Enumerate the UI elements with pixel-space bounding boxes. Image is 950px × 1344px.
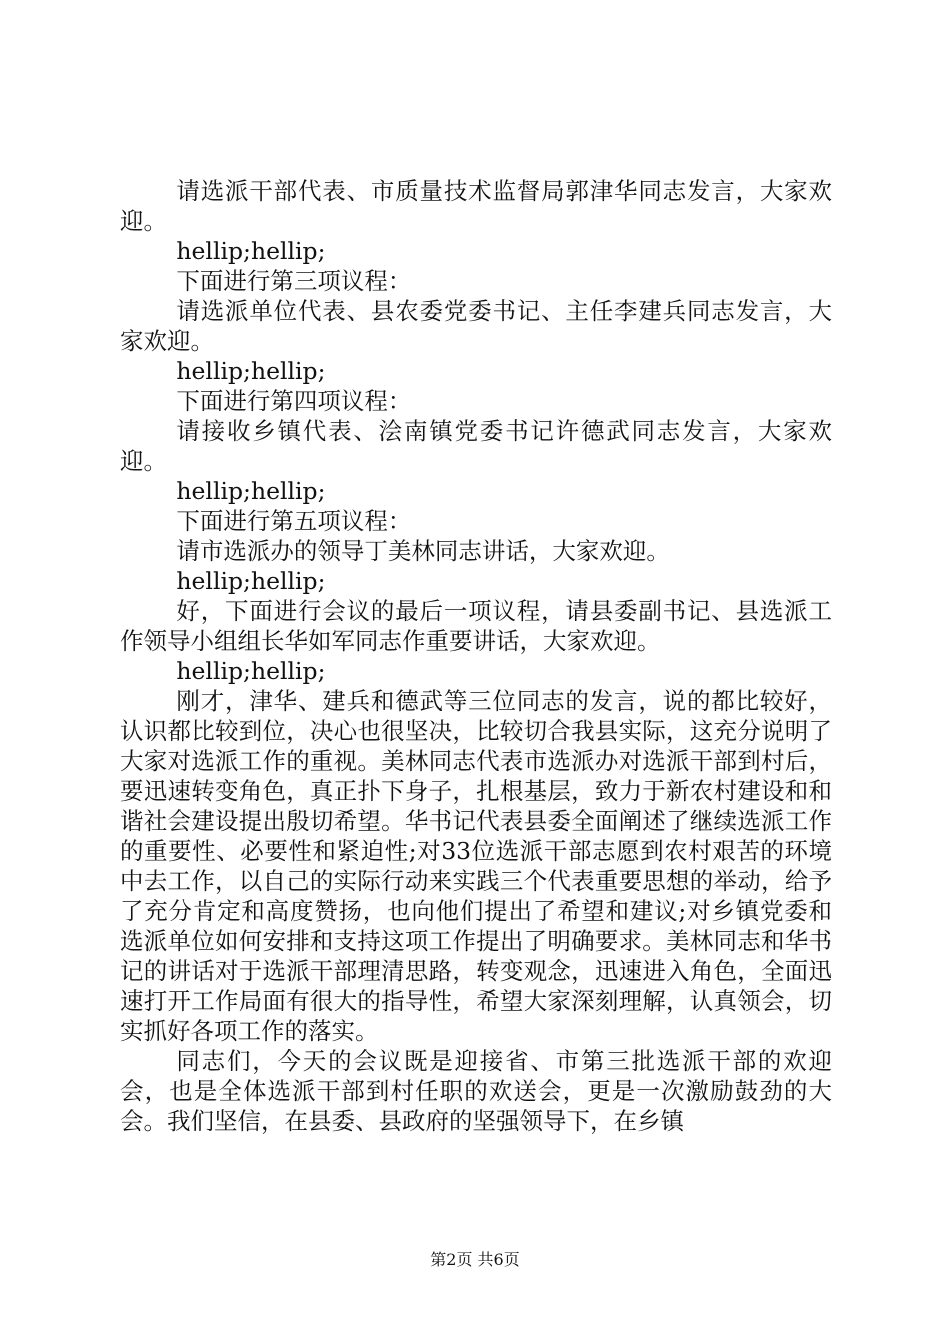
paragraph: 下面进行第四项议程：	[176, 387, 412, 415]
paragraph: hellip;hellip;	[176, 477, 326, 505]
paragraph: 刚才，津华、建兵和德武等三位同志的发言，说的都比较好，认识都比较到位，决心也很坚决，比较切合我县实际，这充分说明了大家对选派工作的重视。美林同志代表市选派办对选派干部到村后，要迅速转变角色，真正扑下身子，扎根基层，致力于新农村建设和和谐社会建设提出殷切希望。华书记代表县委全面阐述了继续选派工作的重要性、必要性和紧迫性;对33位选派干部志愿到农村艰苦的环境中去工作，以自己的实际行动来实践三个代表重要思想的举动，给予了充分肯定和高度赞扬，也向他们提出了希望和建议;对乡镇党委和选派单位如何安排和支持这项工作提出了明确要求。美林同志和华书记的讲话对于选派干部理清思路，转变观念，迅速进入角色，全面迅速打开工作局面有很大的指导性，希望大家深刻理解，认真领会，切实抓好各项工作的落实。	[120, 687, 832, 1045]
paragraph: hellip;hellip;	[176, 567, 326, 595]
paragraph: 下面进行第五项议程：	[176, 507, 412, 535]
paragraph: 好，下面进行会议的最后一项议程，请县委副书记、县选派工作领导小组组长华如军同志作重要讲话，大家欢迎。	[120, 597, 832, 655]
paragraph: 请市选派办的领导丁美林同志讲话，大家欢迎。	[176, 537, 670, 565]
paragraph: 下面进行第三项议程：	[176, 267, 412, 295]
paragraph: 请选派单位代表、县农委党委书记、主任李建兵同志发言，大家欢迎。	[120, 297, 832, 355]
document-body	[120, 176, 832, 1136]
page-footer: 第2页 共6页	[430, 1250, 520, 1269]
paragraph: hellip;hellip;	[176, 237, 326, 265]
paragraph: 同志们，今天的会议既是迎接省、市第三批选派干部的欢迎会，也是全体选派干部到村任职的欢送会，更是一次激励鼓劲的大会。我们坚信，在县委、县政府的坚强领导下，在乡镇	[120, 1047, 832, 1135]
paragraph: hellip;hellip;	[176, 657, 326, 685]
paragraph: 请接收乡镇代表、浍南镇党委书记许德武同志发言，大家欢迎。	[120, 417, 832, 475]
paragraph: 请选派干部代表、市质量技术监督局郭津华同志发言，大家欢迎。	[120, 177, 832, 235]
paragraph: hellip;hellip;	[176, 357, 326, 385]
